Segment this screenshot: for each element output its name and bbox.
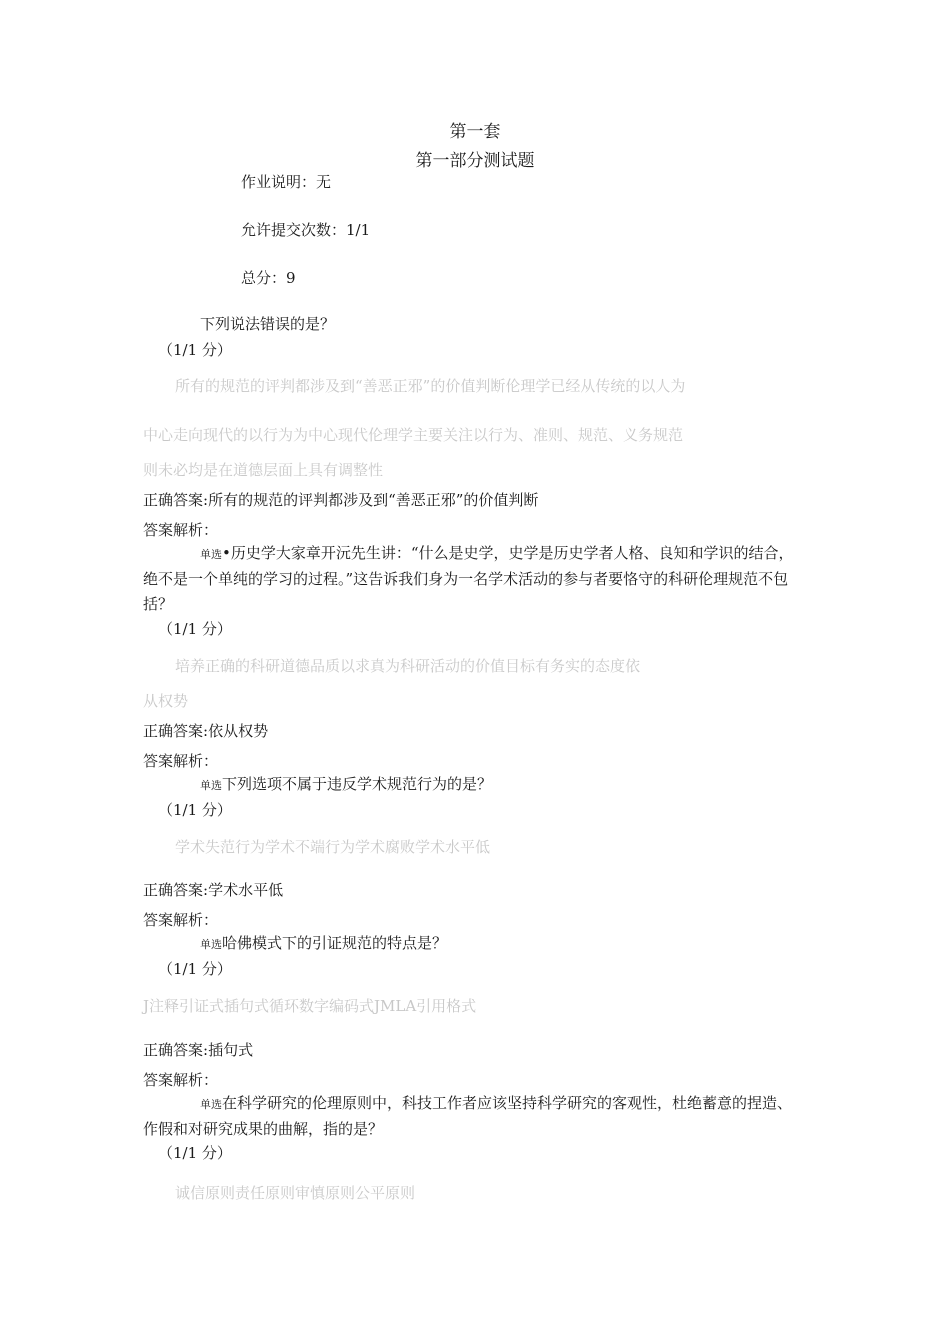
correct-answer: 正确答案:依从权势 [143,722,269,740]
meta-attempts: 允许提交次数：1/1 [241,221,371,239]
single-choice-tag: 单选 [200,938,222,951]
question-score: （1/1 分） [158,1144,232,1162]
correct-answer: 正确答案:所有的规范的评判都涉及到“善恶正邪”的价值判断 [143,491,539,509]
single-choice-tag: 单选 [200,548,222,561]
correct-answer: 正确答案:学术水平低 [143,881,284,899]
option-text: 培养正确的科研道德品质以求真为科研活动的价值目标有务实的态度依 [175,657,641,675]
answer-analysis-label: 答案解析： [143,911,219,929]
option-text: 所有的规范的评判都涉及到“善恶正邪”的价值判断伦理学已经从传统的以人为 [175,377,686,395]
question-score: （1/1 分） [158,801,232,819]
answer-analysis-label: 答案解析： [143,752,219,770]
answer-analysis-label: 答案解析： [143,1071,219,1089]
question-score: （1/1 分） [158,960,232,978]
option-text: 则未必均是在道德层面上具有调整性 [143,461,384,479]
option-text: 从权势 [143,692,189,710]
question-stem: 单选在科学研究的伦理原则中，科技工作者应该坚持科学研究的客观性，杜绝蓄意的捏造、作假和对研究成果的曲解，指的是？ [143,1094,793,1138]
doc-title: 第一套 [449,122,501,142]
option-text: 学术失范行为学术不端行为学术腐败学术水平低 [175,838,491,856]
meta-total: 总分：9 [241,269,296,287]
meta-description: 作业说明：无 [241,173,332,191]
option-text: 中心走向现代的以行为为中心现代伦理学主要关注以行为、准则、规范、义务规范 [143,426,684,444]
question-score: （1/1 分） [158,341,232,359]
question-stem: 单选哈佛模式下的引证规范的特点是？ [200,934,448,952]
single-choice-tag: 单选 [200,779,222,792]
question-stem: 下列说法错误的是？ [200,315,336,333]
option-text: 诚信原则责任原则审慎原则公平原则 [175,1184,416,1202]
answer-analysis-label: 答案解析： [143,521,219,539]
option-text: J注释引证式插句式循环数字编码式JMLA引用格式 [143,997,477,1015]
question-score: （1/1 分） [158,620,232,638]
single-choice-tag: 单选 [200,1098,222,1111]
doc-subtitle: 第一部分测试题 [415,151,535,171]
question-stem: 单选•历史学大家章开沅先生讲：“什么是史学，史学是历史学者人格、良知和学识的结合，绝不是一个单纯的学习的过程。”这告诉我们身为一名学术活动的参与者要恪守的科研伦理规范不包括？ [143,544,794,613]
question-stem: 单选下列选项不属于违反学术规范行为的是？ [200,775,493,793]
correct-answer: 正确答案:插句式 [143,1041,254,1059]
